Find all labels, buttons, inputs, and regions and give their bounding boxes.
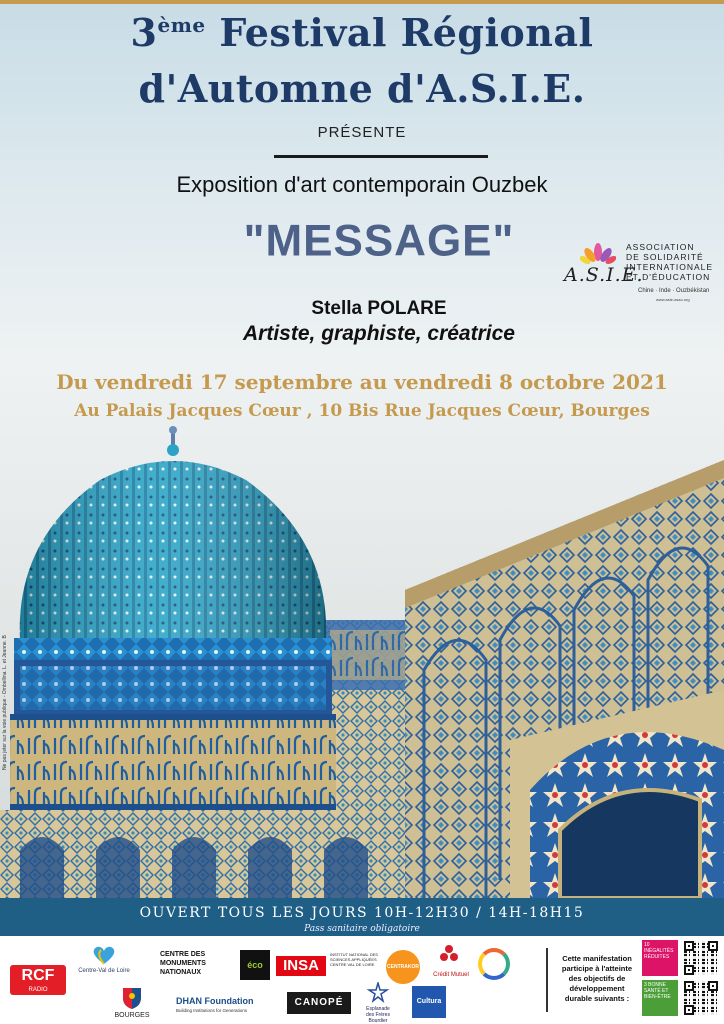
exhibition-title: Exposition d'art contemporain Ouzbek xyxy=(176,172,548,197)
asie-logo-subtitle: Chine · Inde · Ouzbékistan xyxy=(638,288,710,294)
qr-finder xyxy=(684,981,694,991)
asie-logo xyxy=(560,242,720,306)
credit-mutuel-logo xyxy=(426,944,474,980)
cultura-logo: Cultura xyxy=(412,986,446,1018)
centre-val-de-loire-logo xyxy=(76,944,132,980)
bourges-text: BOURGES xyxy=(114,1012,150,1019)
dhan-foundation-sub: Building Institutions for Generations xyxy=(176,1008,248,1013)
sdg-divider xyxy=(546,948,548,1012)
opening-hours: OUVERT TOUS LES JOURS 10H-12H30 / 14H-18H15 xyxy=(139,905,585,921)
qr-finder xyxy=(684,1005,694,1015)
centre-monuments-nationaux-logo: CENTRE DES MONUMENTS NATIONAUX xyxy=(160,951,206,976)
qr-code[interactable] xyxy=(684,941,718,975)
festival-ordinal-suffix: ème xyxy=(157,13,206,37)
top-gold-rule xyxy=(0,0,724,4)
festival-ordinal: 3 xyxy=(130,10,158,55)
heart-icon xyxy=(89,944,119,966)
eco-logo: éco xyxy=(240,950,270,980)
dhan-foundation-text: DHAN Foundation xyxy=(176,996,254,1006)
festival-title-line1 xyxy=(0,10,724,55)
asie-logo-line: DE SOLIDARITÉ xyxy=(626,252,704,262)
sanitary-pass-note: Pass sanitaire obligatoire xyxy=(304,924,420,934)
sdg-statement: Cette manifestation participe à l'atteinte des objectifs de développement durable suivants : xyxy=(561,954,633,1003)
credit-mutuel-icon xyxy=(440,944,458,962)
mosque-illustration xyxy=(0,420,724,898)
exhibition-dates: Du vendredi 17 septembre au vendredi 8 octobre 2021 xyxy=(56,370,668,394)
asie-logo-url: www.asie-asso.org xyxy=(656,297,690,302)
qr-finder xyxy=(684,965,694,975)
asie-logo-line: INTERNATIONALE xyxy=(626,262,714,272)
exhibition-address: Au Palais Jacques Cœur , 10 Bis Rue Jacques Cœur, Bourges xyxy=(74,401,650,421)
presents-divider xyxy=(274,155,488,158)
asie-logo-mark: A.S.I.E. xyxy=(564,264,644,286)
qr-finder xyxy=(684,941,694,951)
festival-title-line2: d'Automne d'A.S.I.E. xyxy=(138,66,586,111)
qr-finder xyxy=(708,981,718,991)
esplanade-text: Esplanade des Frères Bourdier xyxy=(366,1006,390,1024)
asie-logo-line: ET D'ÉDUCATION xyxy=(626,272,711,282)
colorful-ring-logo xyxy=(478,948,510,980)
qr-finder xyxy=(708,941,718,951)
artist-name: Stella POLARE xyxy=(311,298,447,319)
bourges-logo xyxy=(110,986,154,1022)
sdg-3-badge: 3 BONNE SANTÉ ET BIEN-ÊTRE xyxy=(642,980,678,1016)
rcf-logo-sub: RADIO xyxy=(28,987,48,993)
message-title: "MESSAGE" xyxy=(243,215,515,266)
qr-code[interactable] xyxy=(684,981,718,1015)
rcf-logo-text: RCF xyxy=(21,967,55,984)
asie-logo-line: ASSOCIATION xyxy=(626,242,695,252)
insa-logo-text: INSTITUT NATIONAL DES SCIENCES APPLIQUÉES CENTRE VAL DE LOIRE xyxy=(330,952,378,967)
insa-logo: INSA xyxy=(276,956,326,976)
centrakor-logo: CENTRAKOR xyxy=(386,950,420,984)
city-crest-icon xyxy=(121,986,143,1010)
sponsors-strip xyxy=(0,936,724,1024)
sdg-10-badge: 10 INÉGALITÉS RÉDUITES xyxy=(642,940,678,976)
dhan-foundation-logo xyxy=(176,996,270,1016)
credit-mutuel-text: Crédit Mutuel xyxy=(433,972,469,978)
festival-title-rest: Festival Régional xyxy=(219,10,594,55)
canope-logo: CANOPÉ xyxy=(287,992,351,1014)
stars-icon xyxy=(366,982,390,1004)
side-note: Ne pas jeter sur la voie publique - Ombellina. L. et Jeanne. B xyxy=(2,635,8,770)
esplanade-logo xyxy=(362,982,394,1024)
artist-role: Artiste, graphiste, créatrice xyxy=(243,322,515,345)
rcf-radio-logo xyxy=(10,965,66,995)
presents-label: PRÉSENTE xyxy=(317,124,407,141)
centre-val-de-loire-text: Centre-Val de Loire xyxy=(78,968,130,974)
asie-logo-text xyxy=(626,242,713,282)
